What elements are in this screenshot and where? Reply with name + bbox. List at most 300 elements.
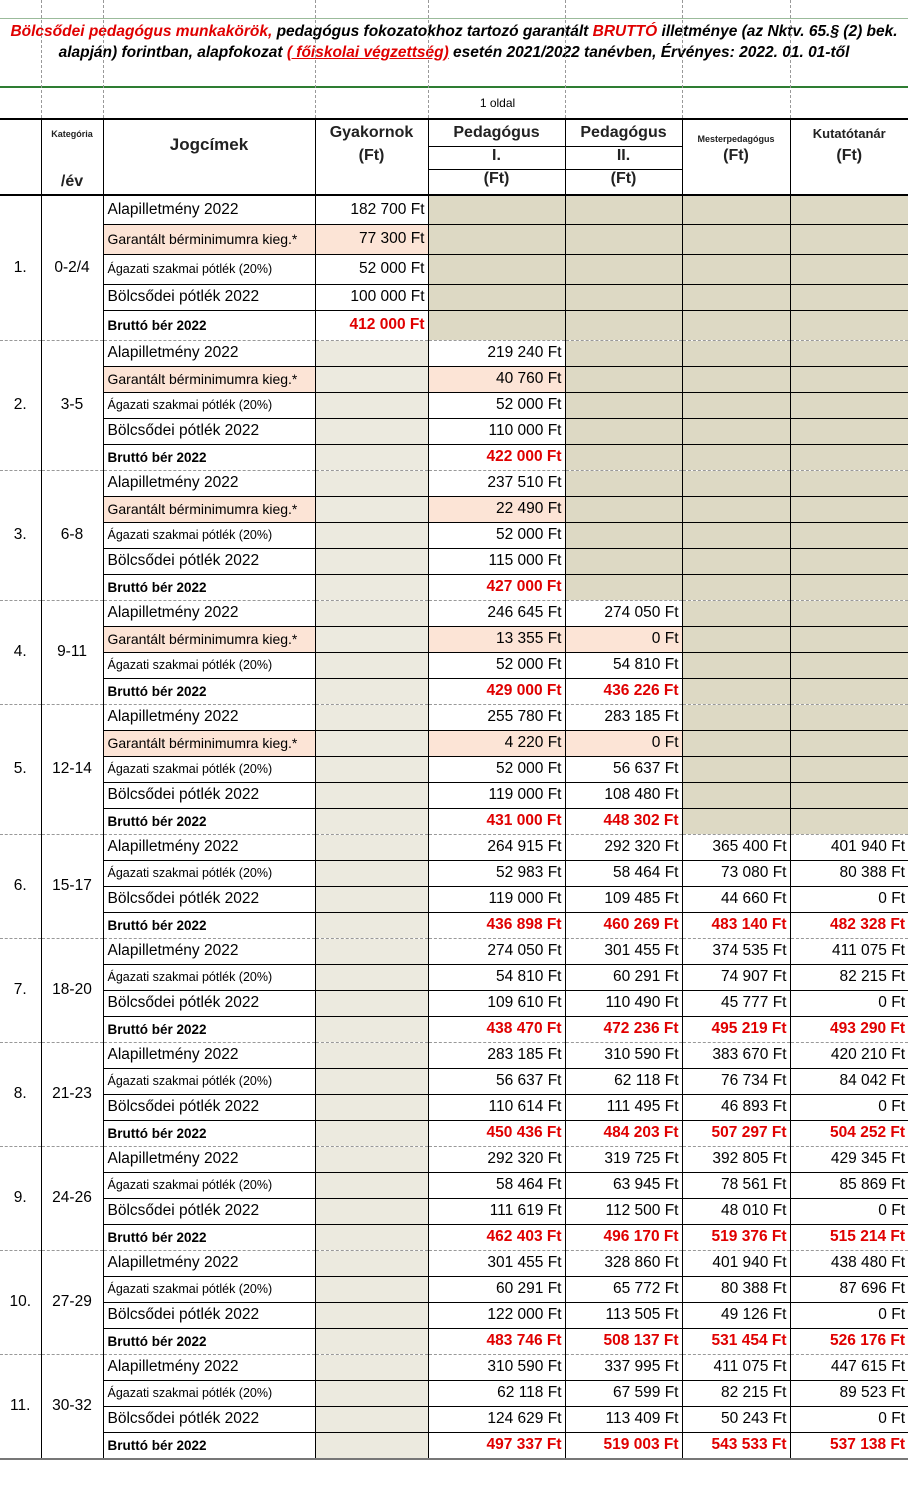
value-cell: 495 219 Ft [682,1016,790,1042]
gridline [315,0,316,118]
value-cell: 111 619 Ft [428,1198,565,1224]
group-years: 27-29 [41,1250,103,1354]
row-label: Bölcsődei pótlék 2022 [103,418,315,444]
value-cell: 4 220 Ft [428,730,565,756]
row-label: Bruttó bér 2022 [103,808,315,834]
table-header [0,119,908,195]
value-cell: 301 455 Ft [565,938,682,964]
table-row [0,574,908,600]
group-years: 21-23 [41,1042,103,1146]
page-number-row [0,90,908,118]
header-ev: /év [41,170,103,196]
value-cell: 483 746 Ft [428,1328,565,1354]
empty-cell [682,548,790,574]
table-row [0,782,908,808]
value-cell: 374 535 Ft [682,938,790,964]
empty-cell [565,470,682,496]
row-label: Ágazati szakmai pótlék (20%) [103,756,315,782]
header-ped2: Pedagógus [565,119,682,147]
row-label: Ágazati szakmai pótlék (20%) [103,254,315,284]
value-cell: 52 983 Ft [428,860,565,886]
table-row [0,756,908,782]
value-cell: 110 490 Ft [565,990,682,1016]
value-cell: 122 000 Ft [428,1302,565,1328]
group-years: 30-32 [41,1354,103,1459]
empty-cell [315,1068,428,1094]
empty-cell [790,808,908,834]
empty-cell [790,496,908,522]
row-label: Bruttó bér 2022 [103,912,315,938]
value-cell: 438 470 Ft [428,1016,565,1042]
header-kutato-spacer [790,170,908,196]
value-cell: 246 645 Ft [428,600,565,626]
row-label: Bölcsődei pótlék 2022 [103,1198,315,1224]
value-cell: 447 615 Ft [790,1354,908,1380]
table-row [0,1250,908,1276]
value-cell: 63 945 Ft [565,1172,682,1198]
empty-cell [790,626,908,652]
table-row [0,470,908,496]
value-cell: 543 533 Ft [682,1432,790,1459]
title-part-3: BRUTTÓ [592,23,658,40]
value-cell: 87 696 Ft [790,1276,908,1302]
value-cell: 436 898 Ft [428,912,565,938]
value-cell: 77 300 Ft [315,224,428,254]
empty-cell [315,392,428,418]
empty-cell [790,418,908,444]
empty-cell [315,912,428,938]
row-label: Alapilletmény 2022 [103,195,315,224]
row-label: Bölcsődei pótlék 2022 [103,990,315,1016]
empty-cell [315,704,428,730]
empty-cell [565,574,682,600]
value-cell: 0 Ft [790,1406,908,1432]
value-cell: 310 590 Ft [565,1042,682,1068]
value-cell: 427 000 Ft [428,574,565,600]
group-years: 18-20 [41,938,103,1042]
header-ped1-ft: (Ft) [428,170,565,196]
header-number [0,119,41,195]
value-cell: 52 000 Ft [315,254,428,284]
value-cell: 0 Ft [790,1302,908,1328]
empty-cell [682,600,790,626]
header-mester [682,119,790,147]
row-label: Garantált bérminimumra kieg.* [103,626,315,652]
empty-cell [315,1406,428,1432]
row-label: Bruttó bér 2022 [103,1224,315,1250]
table-row [0,600,908,626]
value-cell: 462 403 Ft [428,1224,565,1250]
value-cell: 383 670 Ft [682,1042,790,1068]
table-row [0,1042,908,1068]
row-label: Ágazati szakmai pótlék (20%) [103,1172,315,1198]
value-cell: 420 210 Ft [790,1042,908,1068]
title-part-6: esetén 2021/2022 tanévben, Érvényes: 2022. 01. 01-től [448,44,850,61]
group-number: 3. [0,470,41,600]
table-row [0,392,908,418]
group-number: 6. [0,834,41,938]
empty-cell [315,834,428,860]
header-mester-ft: (Ft) [682,147,790,170]
value-cell: 48 010 Ft [682,1198,790,1224]
title-part-2: pedagógus fokozatokhoz tartozó garantált [272,23,593,40]
value-cell: 56 637 Ft [565,756,682,782]
value-cell: 337 995 Ft [565,1354,682,1380]
table-row [0,834,908,860]
value-cell: 255 780 Ft [428,704,565,730]
table-row [0,366,908,392]
value-cell: 58 464 Ft [565,860,682,886]
empty-cell [315,990,428,1016]
empty-cell [315,1354,428,1380]
table-row [0,1432,908,1459]
value-cell: 422 000 Ft [428,444,565,470]
empty-cell [565,340,682,366]
value-cell: 119 000 Ft [428,782,565,808]
value-cell: 109 610 Ft [428,990,565,1016]
empty-cell [565,496,682,522]
value-cell: 22 490 Ft [428,496,565,522]
empty-cell [790,444,908,470]
value-cell: 531 454 Ft [682,1328,790,1354]
empty-cell [315,1016,428,1042]
empty-cell [565,254,682,284]
table-row [0,496,908,522]
empty-cell [315,1432,428,1459]
value-cell: 13 355 Ft [428,626,565,652]
header-kategoria-label: Kategória [51,129,93,140]
value-cell: 237 510 Ft [428,470,565,496]
value-cell: 45 777 Ft [682,990,790,1016]
value-cell: 0 Ft [565,626,682,652]
table-row [0,626,908,652]
row-label: Ágazati szakmai pótlék (20%) [103,522,315,548]
empty-cell [682,254,790,284]
empty-cell [315,1094,428,1120]
value-cell: 429 000 Ft [428,678,565,704]
empty-cell [565,366,682,392]
row-label: Alapilletmény 2022 [103,938,315,964]
value-cell: 80 388 Ft [790,860,908,886]
table-row [0,1328,908,1354]
empty-cell [682,310,790,340]
empty-cell [428,195,565,224]
empty-cell [682,496,790,522]
empty-cell [682,366,790,392]
value-cell: 274 050 Ft [565,600,682,626]
group-number: 11. [0,1354,41,1459]
empty-cell [682,224,790,254]
empty-cell [790,678,908,704]
empty-cell [682,284,790,310]
value-cell: 401 940 Ft [682,1250,790,1276]
empty-cell [428,310,565,340]
empty-cell [682,418,790,444]
value-cell: 460 269 Ft [565,912,682,938]
empty-cell [315,574,428,600]
value-cell: 283 185 Ft [565,704,682,730]
empty-cell [682,340,790,366]
empty-cell [682,652,790,678]
empty-cell [790,574,908,600]
table-row [0,860,908,886]
value-cell: 0 Ft [790,1094,908,1120]
empty-cell [682,574,790,600]
empty-cell [315,938,428,964]
table-row [0,1172,908,1198]
page-number: 1 oldal [479,96,516,110]
table-row [0,912,908,938]
table-row [0,1406,908,1432]
table-row [0,548,908,574]
table-row [0,704,908,730]
value-cell: 54 810 Ft [565,652,682,678]
value-cell: 76 734 Ft [682,1068,790,1094]
value-cell: 73 080 Ft [682,860,790,886]
value-cell: 431 000 Ft [428,808,565,834]
value-cell: 301 455 Ft [428,1250,565,1276]
row-label: Ágazati szakmai pótlék (20%) [103,1068,315,1094]
value-cell: 115 000 Ft [428,548,565,574]
group-years: 6-8 [41,470,103,600]
header-ped2-ft: (Ft) [565,170,682,196]
empty-cell [682,195,790,224]
table-row [0,1068,908,1094]
value-cell: 219 240 Ft [428,340,565,366]
table-row [0,444,908,470]
group-years: 3-5 [41,340,103,470]
page-title [0,19,908,63]
value-cell: 44 660 Ft [682,886,790,912]
empty-cell [315,1198,428,1224]
gridline [565,0,566,118]
row-label: Garantált bérminimumra kieg.* [103,496,315,522]
empty-cell [682,756,790,782]
group-number: 5. [0,704,41,834]
value-cell: 52 000 Ft [428,522,565,548]
row-label: Ágazati szakmai pótlék (20%) [103,652,315,678]
empty-cell [315,1042,428,1068]
empty-cell [315,1276,428,1302]
value-cell: 113 505 Ft [565,1302,682,1328]
table-row [0,1120,908,1146]
empty-cell [315,1302,428,1328]
empty-cell [315,340,428,366]
empty-cell [790,224,908,254]
empty-cell [790,195,908,224]
empty-cell [315,860,428,886]
empty-cell [790,652,908,678]
empty-cell [790,600,908,626]
header-gyakornok-ft: (Ft) [315,147,428,170]
empty-cell [790,548,908,574]
value-cell: 100 000 Ft [315,284,428,310]
empty-cell [565,418,682,444]
row-label: Bölcsődei pótlék 2022 [103,284,315,310]
value-cell: 40 760 Ft [428,366,565,392]
table-row [0,1354,908,1380]
value-cell: 264 915 Ft [428,834,565,860]
title-part-4: illetménye (az Nktv. 65.§ (2) bek. alapján) forintban, alapfokozat [58,23,898,61]
empty-cell [315,1328,428,1354]
empty-cell [315,496,428,522]
value-cell: 365 400 Ft [682,834,790,860]
gridline [790,0,791,118]
empty-cell [565,548,682,574]
value-cell: 111 495 Ft [565,1094,682,1120]
row-label: Alapilletmény 2022 [103,1146,315,1172]
title-part-5: ( főiskolai végzettség) [286,44,449,61]
empty-cell [315,1172,428,1198]
empty-cell [790,340,908,366]
empty-cell [565,444,682,470]
value-cell: 411 075 Ft [682,1354,790,1380]
value-cell: 60 291 Ft [428,1276,565,1302]
value-cell: 67 599 Ft [565,1380,682,1406]
empty-cell [315,418,428,444]
gridline [103,0,104,118]
empty-cell [682,808,790,834]
value-cell: 54 810 Ft [428,964,565,990]
value-cell: 58 464 Ft [428,1172,565,1198]
empty-cell [315,808,428,834]
value-cell: 497 337 Ft [428,1432,565,1459]
row-label: Alapilletmény 2022 [103,834,315,860]
empty-cell [315,730,428,756]
empty-cell [682,444,790,470]
group-years: 24-26 [41,1146,103,1250]
empty-cell [428,284,565,310]
value-cell: 310 590 Ft [428,1354,565,1380]
value-cell: 110 000 Ft [428,418,565,444]
empty-cell [682,522,790,548]
empty-cell [315,886,428,912]
table-row [0,254,908,284]
table-row [0,1276,908,1302]
value-cell: 60 291 Ft [565,964,682,990]
empty-cell [315,964,428,990]
value-cell: 411 075 Ft [790,938,908,964]
value-cell: 401 940 Ft [790,834,908,860]
value-cell: 0 Ft [790,1198,908,1224]
empty-cell [315,1250,428,1276]
empty-cell [428,224,565,254]
group-number: 9. [0,1146,41,1250]
empty-cell [790,254,908,284]
group-number: 4. [0,600,41,704]
table-row [0,652,908,678]
row-label: Alapilletmény 2022 [103,704,315,730]
value-cell: 504 252 Ft [790,1120,908,1146]
value-cell: 78 561 Ft [682,1172,790,1198]
table-row [0,418,908,444]
group-number: 2. [0,340,41,470]
table-row [0,678,908,704]
value-cell: 0 Ft [790,990,908,1016]
group-years: 0-2/4 [41,195,103,340]
value-cell: 429 345 Ft [790,1146,908,1172]
empty-cell [790,284,908,310]
empty-cell [790,366,908,392]
value-cell: 450 436 Ft [428,1120,565,1146]
value-cell: 50 243 Ft [682,1406,790,1432]
empty-cell [565,392,682,418]
row-label: Bölcsődei pótlék 2022 [103,1406,315,1432]
row-label: Alapilletmény 2022 [103,1250,315,1276]
empty-cell [790,310,908,340]
gridline [41,0,42,118]
value-cell: 74 907 Ft [682,964,790,990]
value-cell: 436 226 Ft [565,678,682,704]
group-years: 15-17 [41,834,103,938]
table-row [0,224,908,254]
table-row [0,310,908,340]
title-part-1: Bölcsődei pedagógus munkakörök, [10,23,273,40]
value-cell: 507 297 Ft [682,1120,790,1146]
value-cell: 85 869 Ft [790,1172,908,1198]
row-label: Alapilletmény 2022 [103,600,315,626]
value-cell: 119 000 Ft [428,886,565,912]
header-kategoria [41,119,103,147]
value-cell: 52 000 Ft [428,756,565,782]
header-mester-label: Mesterpedagógus [697,133,775,144]
empty-cell [315,1224,428,1250]
table-row [0,284,908,310]
row-label: Alapilletmény 2022 [103,1354,315,1380]
header-gyakornok: Gyakornok [315,119,428,147]
empty-cell [315,444,428,470]
empty-cell [315,756,428,782]
empty-cell [315,1380,428,1406]
gridline [682,0,683,118]
value-cell: 448 302 Ft [565,808,682,834]
row-label: Bruttó bér 2022 [103,678,315,704]
header-kutato-ft: (Ft) [790,147,908,170]
value-cell: 49 126 Ft [682,1302,790,1328]
table-row [0,1380,908,1406]
empty-cell [790,704,908,730]
header-gyakornok-spacer [315,170,428,196]
value-cell: 56 637 Ft [428,1068,565,1094]
table-row [0,730,908,756]
empty-cell [682,392,790,418]
row-label: Bölcsődei pótlék 2022 [103,1302,315,1328]
value-cell: 283 185 Ft [428,1042,565,1068]
empty-cell [315,626,428,652]
value-cell: 484 203 Ft [565,1120,682,1146]
empty-cell [682,678,790,704]
group-years: 12-14 [41,704,103,834]
table-row [0,1224,908,1250]
empty-cell [315,1120,428,1146]
row-label: Garantált bérminimumra kieg.* [103,224,315,254]
value-cell: 62 118 Ft [428,1380,565,1406]
value-cell: 89 523 Ft [790,1380,908,1406]
header-ped2-roman: II. [565,147,682,170]
value-cell: 392 805 Ft [682,1146,790,1172]
empty-cell [682,626,790,652]
table-row [0,1016,908,1042]
empty-cell [315,678,428,704]
row-label: Bruttó bér 2022 [103,1016,315,1042]
value-cell: 526 176 Ft [790,1328,908,1354]
row-label: Garantált bérminimumra kieg.* [103,366,315,392]
row-label: Bruttó bér 2022 [103,574,315,600]
row-label: Bölcsődei pótlék 2022 [103,1094,315,1120]
table-row [0,195,908,224]
value-cell: 292 320 Ft [565,834,682,860]
empty-cell [565,284,682,310]
